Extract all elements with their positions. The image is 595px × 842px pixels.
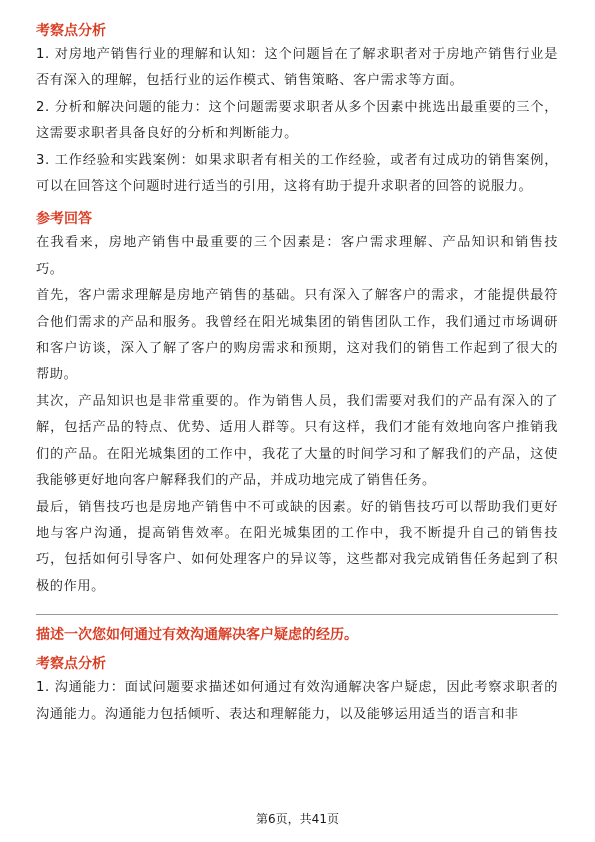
section-heading-analysis: 考察点分析	[36, 23, 106, 39]
analysis-item-1: 1. 对房地产销售行业的理解和认知：这个问题旨在了解求职者对于房地产销售行业是否有深入的理解，包括行业的运作模式、销售策略、客户需求等方面。	[36, 47, 558, 89]
page-number: 第6页，共41页	[256, 812, 339, 826]
answer-paragraph-2: 首先，客户需求理解是房地产销售的基础。只有深入了解客户的需求，才能提供最符合他们需求的产品和服务。我曾经在阳光城集团的销售团队工作，我们通过市场调研和客户访谈，深入了解了客户的购房需求和预期，这对我们的销售工作起到了很大的帮助。	[36, 288, 558, 383]
section-divider	[36, 614, 558, 615]
question-title: 描述一次您如何通过有效沟通解决客户疑虑的经历。	[36, 627, 358, 644]
section-heading-analysis-2: 考察点分析	[36, 656, 106, 673]
page-content	[36, 20, 558, 728]
analysis-item-q2-1: 1. 沟通能力：面试问题要求描述如何通过有效沟通解决客户疑虑，因此考察求职者的沟通能力。沟通能力包括倾听、表达和理解能力，以及能够运用适当的语言和非	[36, 680, 558, 722]
answer-paragraph-3: 其次，产品知识也是非常重要的。作为销售人员，我们需要对我们的产品有深入的了解，包括产品的特点、优势、适用人群等。只有这样，我们才能有效地向客户推销我们的产品。在阳光城集团的工作中，我花了大量的时间学习和了解我们的产品，这使我能够更好地向客户解释我们的产品，并成功地完成了销售任务。	[36, 393, 558, 489]
analysis-item-3: 3. 工作经验和实践案例：如果求职者有相关的工作经验，或者有过成功的销售案例，可以在回答这个问题时进行适当的引用，这将有助于提升求职者的回答的说服力。	[36, 152, 558, 195]
answer-paragraph-1: 在我看来，房地产销售中最重要的三个因素是：客户需求理解、产品知识和销售技巧。	[36, 235, 558, 277]
analysis-item-2: 2. 分析和解决问题的能力：这个问题需要求职者从多个因素中挑选出最重要的三个，这需要求职者具备良好的分析和判断能力。	[36, 99, 558, 142]
answer-paragraph-4: 最后，销售技巧也是房地产销售中不可或缺的因素。好的销售技巧可以帮助我们更好地与客户沟通，提高销售效率。在阳光城集团的工作中，我不断提升自己的销售技巧，包括如何引导客户、如何处理客户的异议等，这些都对我完成销售任务起到了积极的作用。	[36, 499, 558, 594]
section-heading-reference-answer: 参考回答	[36, 211, 92, 228]
